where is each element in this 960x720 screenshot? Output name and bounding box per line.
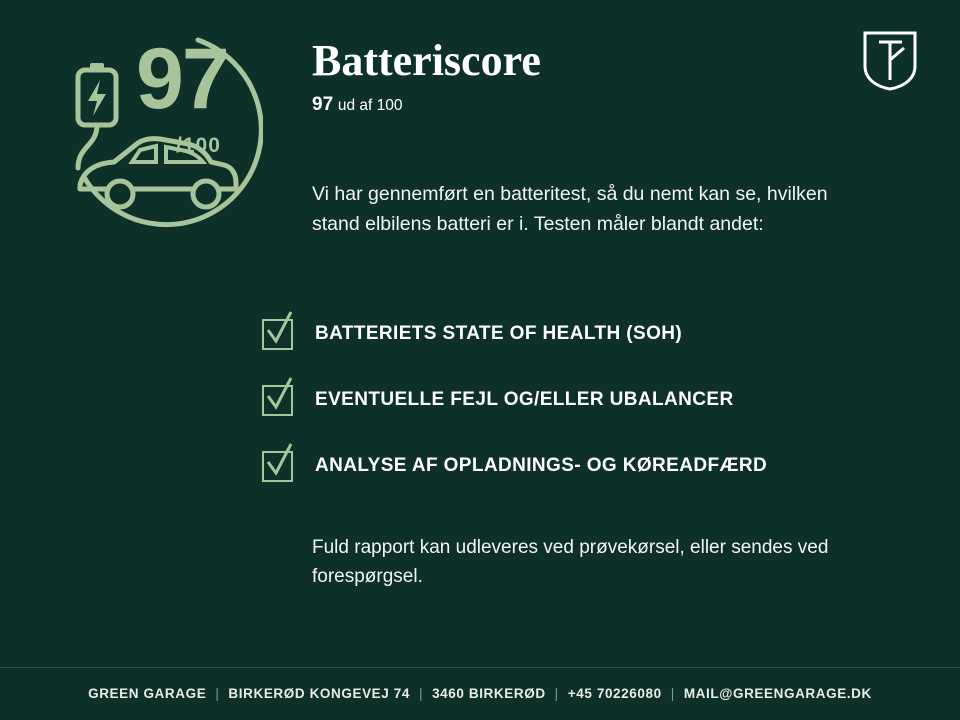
- footer-separator: |: [670, 686, 675, 701]
- outro-paragraph: Fuld rapport kan udleveres ved prøvekørsel, eller sendes ved forespørgsel.: [312, 537, 829, 588]
- footer-separator: |: [418, 686, 424, 701]
- score-suffix: ud af 100: [337, 97, 403, 115]
- footer-company: GREEN GARAGE: [88, 686, 207, 701]
- green-garage-shield-logo: [862, 30, 918, 92]
- battery-score-badge: [48, 22, 263, 237]
- badge-score-number: 97: [136, 31, 228, 127]
- badge-score-max: /100: [176, 134, 221, 157]
- footer-separator: |: [554, 686, 559, 701]
- footer-phone[interactable]: +45 70226080: [567, 686, 662, 701]
- list-item: [262, 305, 882, 363]
- footer-postal: 3460 BIRKERØD: [432, 686, 546, 701]
- list-item: [262, 437, 882, 495]
- score-subtitle: [312, 94, 832, 116]
- footer-separator: |: [215, 686, 220, 701]
- footer: [0, 667, 960, 720]
- checkmark-icon: [262, 451, 293, 482]
- page-title: Batteriscore: [312, 36, 541, 85]
- header: [312, 38, 832, 116]
- checkmark-icon: [262, 319, 293, 350]
- checklist-item-label: EVENTUELLE FEJL OG/ELLER UBALANCER: [315, 389, 734, 410]
- checklist-item-label: BATTERIETS STATE OF HEALTH (SOH): [315, 323, 683, 344]
- score-value: 97: [312, 94, 334, 116]
- checklist: [262, 305, 882, 503]
- intro-paragraph: Vi har gennemført en batteritest, så du nemt kan se, hvilken stand elbilens batteri er i. Testen måler blandt andet:: [312, 183, 828, 235]
- checklist-item-label: ANALYSE AF OPLADNINGS- OG KØREADFÆRD: [315, 455, 768, 476]
- list-item: [262, 371, 882, 429]
- footer-email[interactable]: MAIL@GREENGARAGE.DK: [683, 686, 872, 701]
- footer-address: BIRKERØD KONGEVEJ 74: [228, 686, 410, 701]
- checkmark-icon: [262, 385, 293, 416]
